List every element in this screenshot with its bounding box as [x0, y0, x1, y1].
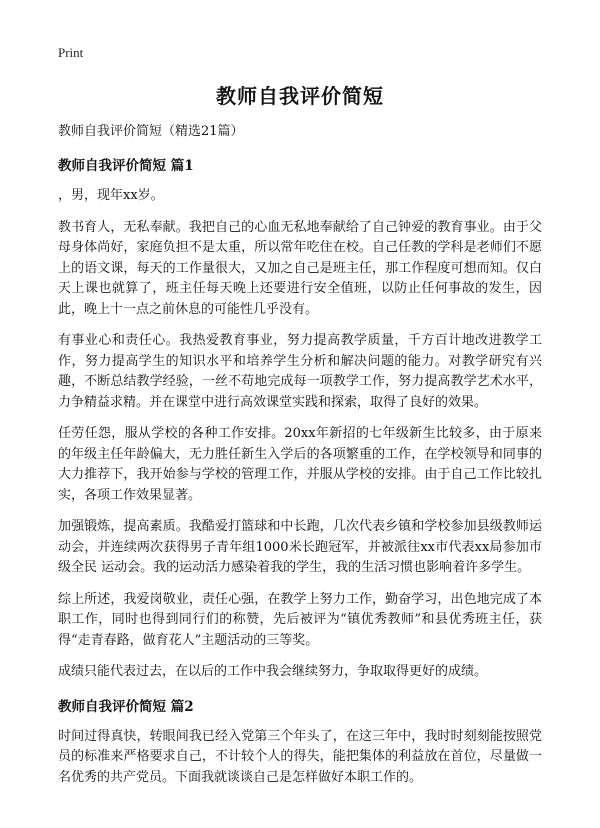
print-link[interactable]: Print — [58, 45, 84, 60]
paragraph: 成绩只能代表过去，在以后的工作中我会继续努力，争取取得更好的成绩。 — [58, 664, 488, 679]
paragraph: 任劳任怨，服从学校的各种工作安排。20xx年新招的七年级新生比较多，由于原来的年级主任年龄偏大，无力胜任新生入学后的各项繁重的工作，在学校领导和同事的大力推荐下，我开始参与学校的管理工作，并服从学校的安排。由于自己工作比较扎实，各项工作效果显著。 — [58, 426, 542, 503]
paragraph: 时间过得真快，转眼间我已经入党第三个年头了，在这三年中，我时时刻刻能按照党员的标准来严格要求自己，不计较个人的得失，能把集体的利益放在首位，尽量做一名优秀的共产党员。下面我就谈谈自己是怎样做好本职工作的。 — [58, 728, 542, 785]
paragraph: ，男，现年xx岁。 — [58, 188, 164, 203]
document-title: 教师自我评价简短 — [216, 84, 384, 108]
paragraph: 综上所述，我爱岗敬业，责任心强，在教学上努力工作，勤奋学习，出色地完成了本职工作，同时也得到同行们的称赞，先后被评为“镇优秀教师”和县优秀班主任，获得“走青春路，做育花人”主题活动的三等奖。 — [58, 591, 542, 648]
paragraph: 有事业心和责任心。我热爱教育事业，努力提高教学质量，千方百计地改进教学工作，努力提高学生的知识水平和培养学生分析和解决问题的能力。对教学研究有兴趣，不断总结教学经验，一丝不苟地完成每一项教学工作，努力提高教学艺术水平，力争精益求精。并在课堂中进行高效课堂实践和探索，取得了良好的效果。 — [58, 333, 542, 410]
section-heading-2: 教师自我评价简短 篇2 — [58, 698, 194, 715]
paragraph: 教书育人，无私奉献。我把自己的心血无私地奉献给了自己钟爱的教育事业。由于父母身体尚好，家庭负担不是太重，所以常年吃住在校。自己任教的学科是老师们不愿上的语文课，每天的工作量很大，又加之自己是班主任，那工作程度可想而知。仅白天上课也就算了，班主任每天晚上还要进行安全值班，以防止任何事故的发生，因此，晚上十一点之前休息的可能性几乎没有。 — [58, 219, 542, 317]
paragraph: 加强锻炼，提高素质。我酷爱打篮球和中长跑，几次代表乡镇和学校参加县级教师运动会，并连续两次获得男子青年组1000米长跑冠军，并被派往xx市代表xx局参加市级全民 运动会。我的运动活力感染着我的学生，我的生活习惯也影响着许多学生。 — [58, 519, 542, 575]
document-subtitle: 教师自我评价简短（精选21篇） — [58, 124, 244, 139]
section-heading-1: 教师自我评价简短 篇1 — [58, 158, 194, 174]
